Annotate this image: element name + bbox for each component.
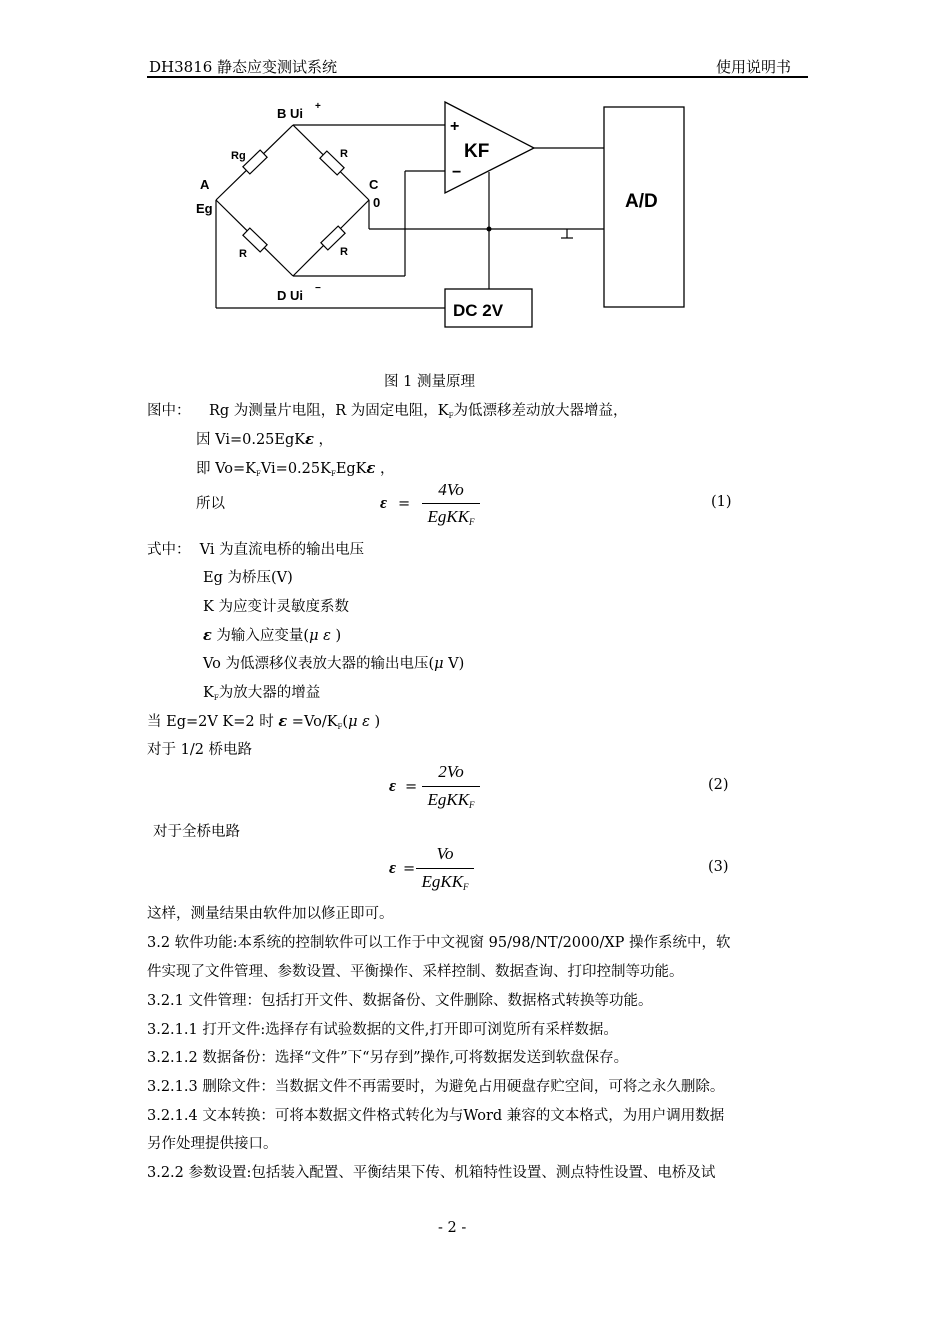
section-3-2-line1: 3.2 软件功能:本系统的控制软件可以工作于中文视窗 95/98/NT/2000/XP 操作系统中，软 (147, 935, 731, 951)
eq1-fraction-bar (422, 503, 480, 504)
def-eg: Eg 为桥压(V) (203, 570, 293, 586)
label-plus: + (450, 118, 460, 135)
measurement-principle-diagram (190, 96, 700, 341)
label-kf: KF (464, 141, 490, 162)
label-ad: A/D (625, 191, 658, 212)
label-r-ad: R (239, 248, 247, 260)
label-zero: 0 (373, 195, 381, 210)
eq1-number: (1) (711, 494, 732, 510)
junction-dot (487, 227, 492, 232)
label-d-sup: − (315, 283, 321, 294)
header-title: DH3816 静态应变测试系统 (149, 58, 338, 76)
eq3-lhs: ε (389, 858, 396, 877)
eq1-numerator: 4Vo (438, 480, 464, 499)
header-rule (147, 76, 808, 78)
eq3-denominator: EgKK$_F$ (421, 872, 469, 892)
section-3-2-line2: 件实现了文件管理、参数设置、平衡操作、采样控制、数据查询、打印控制等功能。 (147, 964, 684, 980)
therefore-line: 即 $Vo=K_FVi=0.25K_FEgK\varepsilon$ ， (196, 460, 395, 478)
when-line: 当 Eg=2V K=2 时 $\varepsilon =Vo/K_F(\mu$ ε ) (147, 713, 381, 731)
figure-caption: 图 1 测量原理 (384, 374, 475, 390)
header-doc-type: 使用说明书 (716, 58, 792, 76)
label-d: D Ui (277, 288, 303, 303)
def-k: K 为应变计灵敏度系数 (203, 599, 349, 615)
section-3-2-1-2: 3.2.1.2 数据备份：选择“文件”下“另存到”操作,可将数据发送到软盘保存。 (147, 1050, 629, 1066)
eq2-number: (2) (708, 777, 729, 793)
eq2-equals: = (405, 779, 418, 795)
section-3-2-2: 3.2.2 参数设置:包括装入配置、平衡结果下传、机箱特性设置、测点特性设置、电桥及试 (147, 1165, 716, 1181)
label-b-sup: + (315, 101, 321, 112)
resistor-rg (243, 150, 267, 174)
def-kf: $K_F$为放大器的增益 (203, 685, 321, 702)
label-a: A (200, 177, 210, 192)
section-3-2-1-4-line2: 另作处理提供接口。 (147, 1136, 278, 1152)
label-minus: − (452, 164, 462, 181)
eq2-lhs: ε (389, 776, 396, 795)
eq3-fraction-bar (416, 868, 474, 869)
eq1-equals: = (398, 496, 411, 512)
label-b: B Ui (277, 106, 303, 121)
section-3-2-1-1: 3.2.1.1 打开文件:选择存有试验数据的文件,打开即可浏览所有采样数据。 (147, 1022, 618, 1038)
def-vo: Vo 为低漂移仪表放大器的输出电压(μ V) (203, 656, 465, 672)
eq1-lhs: ε (380, 493, 387, 512)
eq3-numerator: Vo (436, 844, 454, 863)
conclusion-line: 这样，测量结果由软件加以修正即可。 (147, 906, 394, 922)
eq2-denominator: EgKK$_F$ (427, 790, 475, 810)
eq2-numerator: 2Vo (438, 762, 464, 781)
fig-note: 图中： Rg 为测量片电阻，R 为固定电阻，$K_F$为低漂移差动放大器增益， (147, 403, 628, 420)
section-3-2-1: 3.2.1 文件管理：包括打开文件、数据备份、文件删除、数据格式转换等功能。 (147, 993, 653, 1009)
label-eg: Eg (196, 201, 213, 216)
label-rg: Rg (231, 150, 246, 162)
section-3-2-1-4-line1: 3.2.1.4 文本转换：可将本数据文件格式转化为与Word 兼容的文本格式，为用户调用数据 (147, 1108, 725, 1124)
full-bridge-label: 对于全桥电路 (153, 824, 240, 840)
label-dc: DC 2V (453, 301, 504, 320)
eq3-number: (3) (708, 859, 729, 875)
page-number: - 2 - (438, 1220, 467, 1236)
half-bridge-label: 对于 1/2 桥电路 (147, 742, 253, 758)
because-line: 因 Vi=0.25EgKε ， (196, 431, 334, 448)
label-r-dc: R (340, 246, 348, 258)
so-label: 所以 (196, 496, 225, 512)
eq3-equals: = (403, 861, 416, 877)
label-r-bc: R (340, 148, 348, 160)
eq1-denominator: EgKK$_F$ (427, 507, 475, 527)
def-eps: ε 为输入应变量(μ ε ) (203, 627, 342, 644)
section-3-2-1-3: 3.2.1.3 删除文件：当数据文件不再需要时，为避免占用硬盘存贮空间，可将之永久删除。 (147, 1079, 725, 1095)
label-c: C (369, 177, 379, 192)
where-line: 式中： Vi 为直流电桥的输出电压 (147, 542, 365, 558)
eq2-fraction-bar (422, 786, 480, 787)
